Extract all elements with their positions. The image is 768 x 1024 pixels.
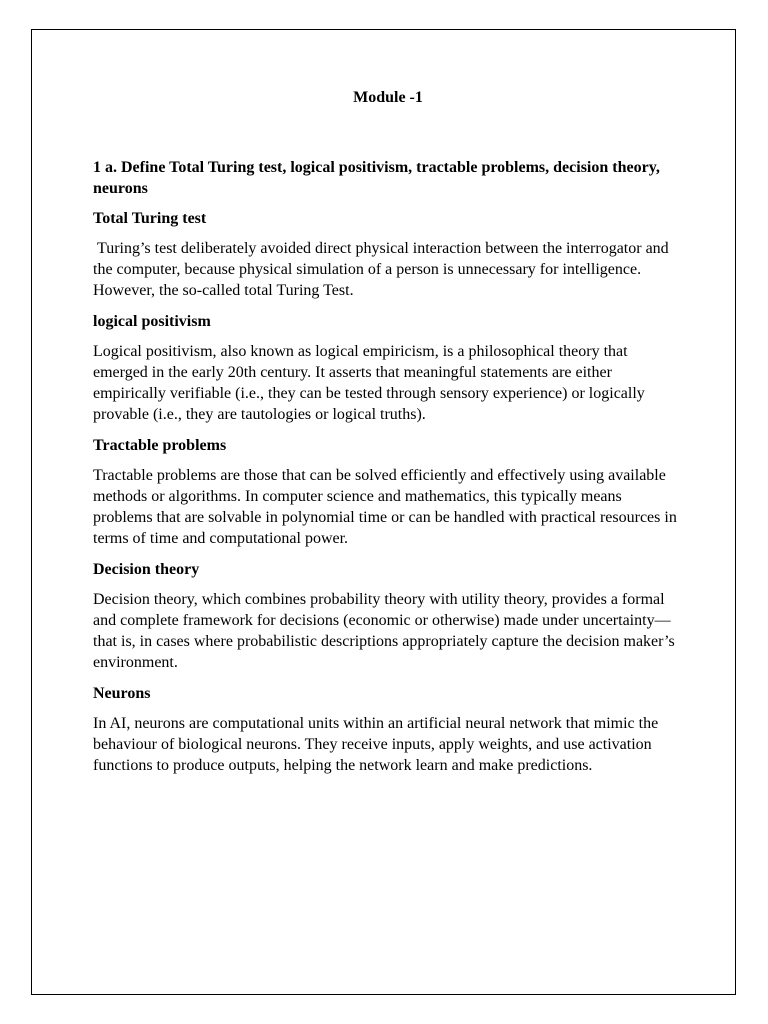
section-body-decision-theory: Decision theory, which combines probability theory with utility theory, provides a formal and complete framework for decisions (economic or otherwise) made under uncertainty— that is, in cases where probabilistic descriptions appropriately capture the decision maker’s environment.: [93, 591, 679, 671]
section-heading-logical-positivism: logical positivism: [93, 313, 211, 330]
section-heading-neurons: Neurons: [93, 685, 151, 702]
module-title: Module -1: [353, 89, 423, 106]
section-heading-decision-theory: Decision theory: [93, 561, 200, 578]
section-heading-tractable-problems: Tractable problems: [93, 437, 227, 454]
document-content: [93, 88, 683, 786]
section-heading-total-turing-test: Total Turing test: [93, 210, 207, 227]
section-body-total-turing-test: Turing’s test deliberately avoided direct physical interaction between the interrogator and the computer, because physical simulation of a person is unnecessary for intelligence. However, the so-called total Turing Test.: [93, 240, 673, 299]
section-body-logical-positivism: Logical positivism, also known as logical empiricism, is a philosophical theory that emerged in the early 20th century. It asserts that meaningful statements are either empirically verifiable (i.e., they can be tested through sensory experience) or logically provable (i.e., they are tautologies or logical truths).: [93, 343, 649, 423]
section-body-tractable-problems: Tractable problems are those that can be solved efficiently and effectively using available methods or algorithms. In computer science and mathematics, this typically means problems that are solvable in polynomial time or can be handled with practical resources in terms of time and computational power.: [93, 467, 681, 547]
question-heading: 1 a. Define Total Turing test, logical positivism, tractable problems, decision theory, neurons: [93, 159, 660, 197]
section-body-neurons: In AI, neurons are computational units within an artificial neural network that mimic the behaviour of biological neurons. They receive inputs, apply weights, and use activation functions to produce outputs, helping the network learn and make predictions.: [93, 715, 663, 774]
